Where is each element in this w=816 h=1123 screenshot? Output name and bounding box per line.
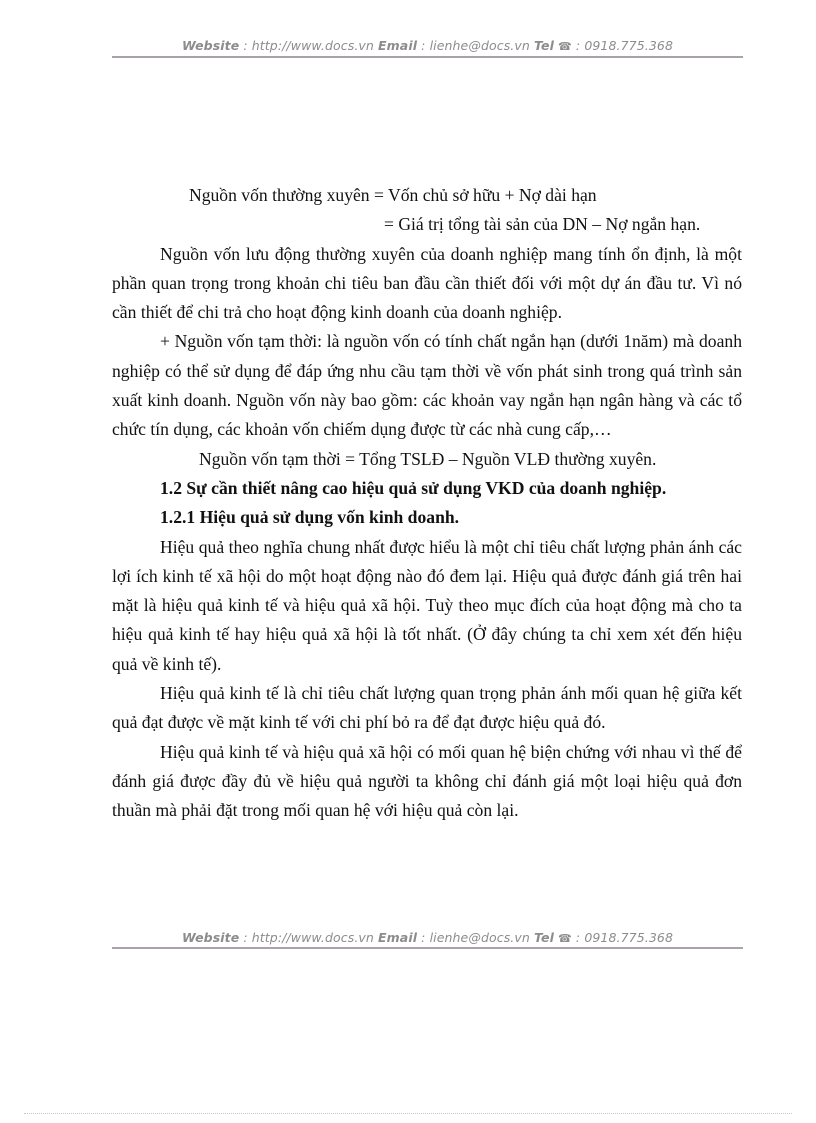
- section-heading-1-2-1: 1.2.1 Hiệu quả sử dụng vốn kinh doanh.: [160, 507, 460, 528]
- paragraph-dialectical-relation: Hiệu quả kinh tế và hiệu quả xã hội có mối quan hệ biện chứng với nhau vì thế để đánh giá được đầy đủ về hiệu quả người ta không chỉ đánh giá một loại hiệu quả đơn thuần mà phải đặt trong mối quan hệ với hiệu quả còn lại.: [112, 741, 742, 821]
- paragraph-permanent-working-capital: Nguồn vốn lưu động thường xuyên của doanh nghiệp mang tính ổn định, là một phần quan trọng trong khoản chi tiêu ban đầu cần thiết đối với một dự án đầu tư. Vì nó cần thiết để chi trả cho hoạt động kinh doanh của doanh nghiệp.: [112, 243, 742, 323]
- section-heading-1-2: 1.2 Sự cần thiết nâng cao hiệu quả sử dụng VKD của doanh nghiệp.: [160, 477, 667, 498]
- header-divider: [112, 56, 743, 58]
- header-tel-value: : 0918.775.368: [571, 38, 673, 53]
- page-header: [112, 38, 743, 53]
- header-website-label: Website: [182, 38, 240, 53]
- paragraph-economic-efficiency: Hiệu quả kinh tế là chỉ tiêu chất lượng quan trọng phản ánh mối quan hệ giữa kết quả đạt được về mặt kinh tế với chi phí bỏ ra để đạt được hiệu quả đó.: [112, 683, 742, 733]
- footer-website-link[interactable]: : http://www.docs.vn: [239, 930, 379, 945]
- header-email-link[interactable]: : lienhe@docs.vn: [417, 38, 534, 53]
- formula-working-capital-alt: = Giá trị tổng tài sản của DN – Nợ ngắn hạn.: [384, 214, 701, 235]
- document-body: [112, 181, 742, 826]
- footer-email-link[interactable]: : lienhe@docs.vn: [417, 930, 534, 945]
- page-footer: [112, 930, 743, 945]
- footer-divider: [112, 947, 743, 949]
- formula-working-capital: Nguồn vốn thường xuyên = Vốn chủ sở hữu + Nợ dài hạn: [189, 185, 597, 205]
- header-website-link[interactable]: : http://www.docs.vn: [239, 38, 379, 53]
- phone-icon: ☎: [558, 932, 572, 945]
- page-boundary-divider: [24, 1113, 792, 1114]
- header-tel-label: Tel: [533, 38, 554, 53]
- footer-tel-value: : 0918.775.368: [571, 930, 673, 945]
- formula-temporary-capital: Nguồn vốn tạm thời = Tổng TSLĐ – Nguồn VLĐ thường xuyên.: [199, 448, 657, 469]
- paragraph-temporary-capital: + Nguồn vốn tạm thời: là nguồn vốn có tính chất ngắn hạn (dưới 1năm) mà doanh nghiệp có thể sử dụng để đáp ứng nhu cầu tạm thời về vốn phát sinh trong quá trình sản xuất kinh doanh. Nguồn vốn này bao gồm: các khoản vay ngắn hạn ngân hàng và các tổ chức tín dụng, các khoản vốn chiếm dụng được từ các nhà cung cấp,…: [112, 331, 742, 440]
- paragraph-efficiency-definition: Hiệu quả theo nghĩa chung nhất được hiểu là một chỉ tiêu chất lượng phản ánh các lợi ích kinh tế xã hội do một hoạt động nào đó đem lại. Hiệu quả được đánh giá trên hai mặt là hiệu quả kinh tế và hiệu quả xã hội. Tuỳ theo mục đích của hoạt động mà cho ta hiệu quả kinh tế hay hiệu quả xã hội là tốt nhất. (Ở đây chúng ta chỉ xem xét đến hiệu quả về kinh tế).: [112, 536, 742, 674]
- footer-tel-label: Tel: [533, 930, 554, 945]
- phone-icon: ☎: [558, 40, 572, 53]
- footer-website-label: Website: [182, 930, 240, 945]
- footer-email-label: Email: [378, 930, 418, 945]
- header-email-label: Email: [378, 38, 418, 53]
